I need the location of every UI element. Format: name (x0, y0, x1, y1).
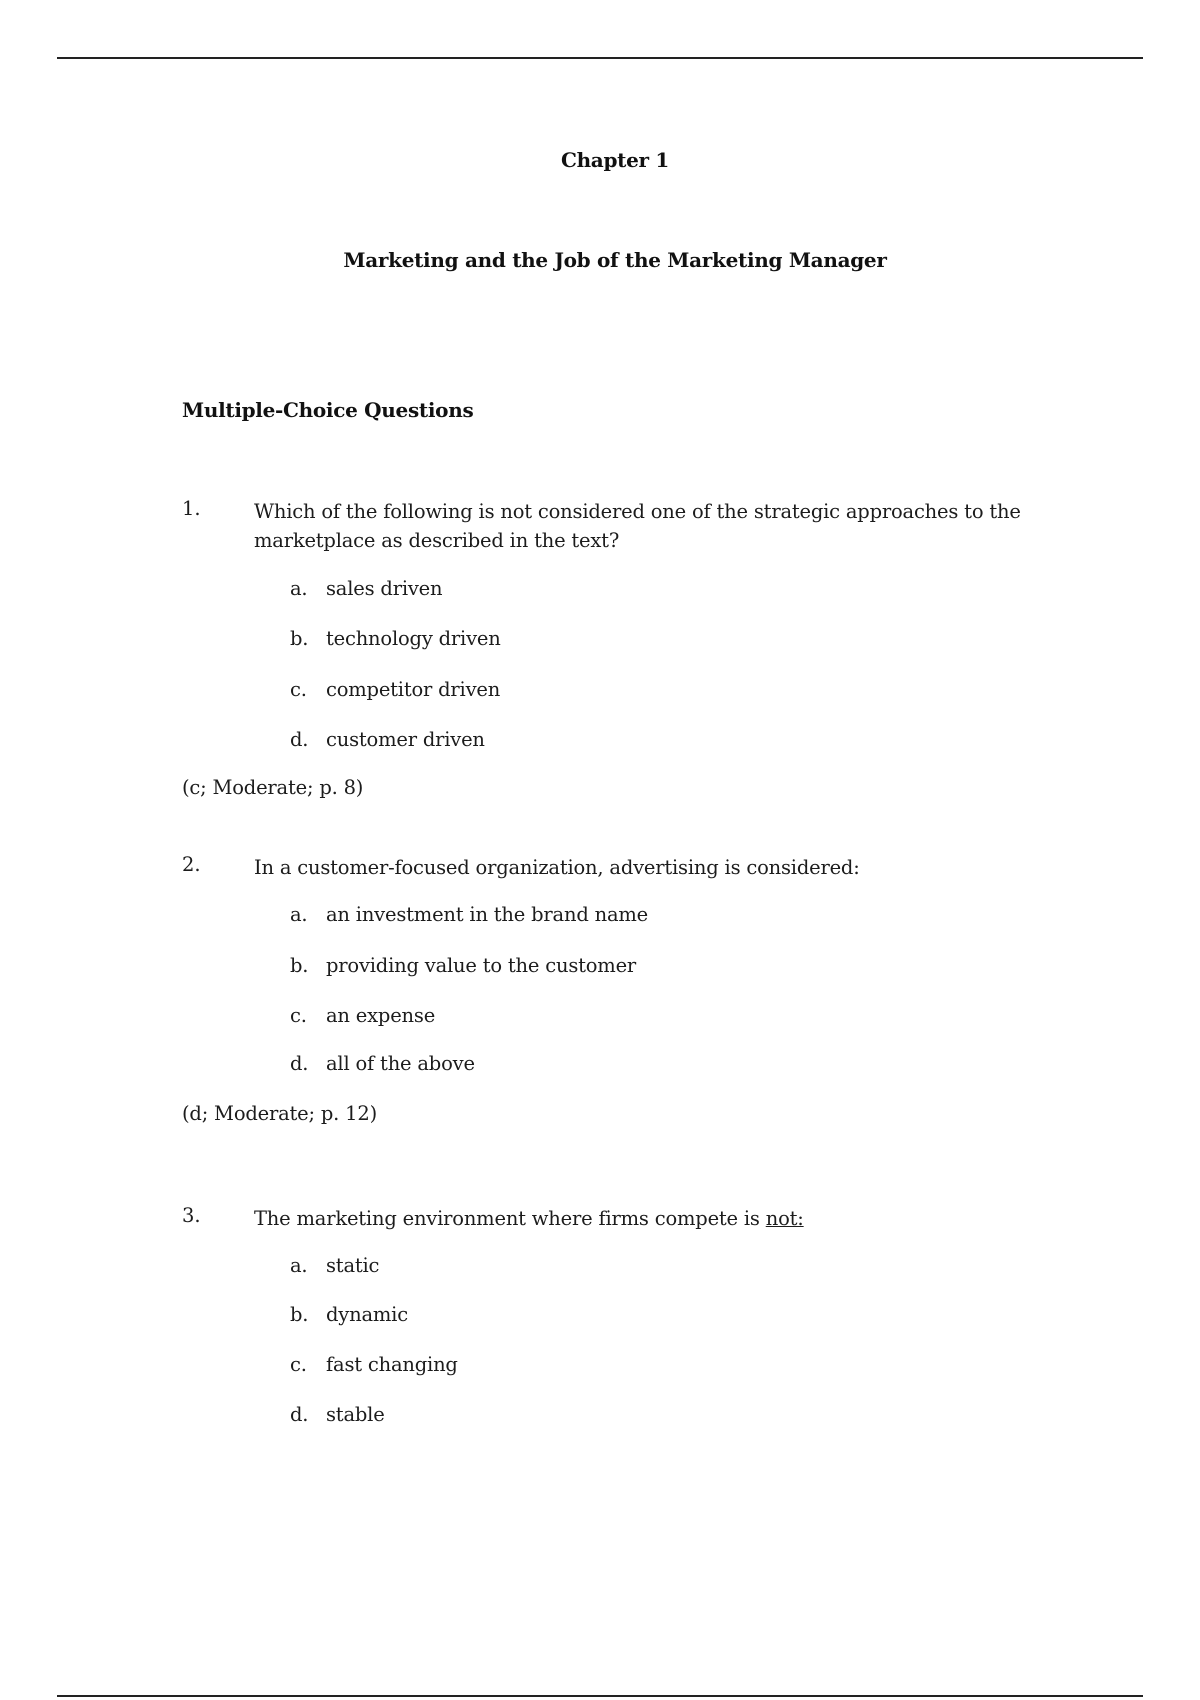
question-text: Which of the following is not considered one of the strategic approaches to the marketplace as described in the text? (254, 500, 1021, 552)
question-text (254, 1204, 1054, 1233)
option-a (290, 903, 648, 926)
top-rule (57, 57, 1143, 59)
option-text: dynamic (326, 1303, 408, 1326)
chapter-title: Marketing and the Job of the Marketing Manager (343, 248, 887, 272)
answer-key: (c; Moderate; p. 8) (182, 776, 364, 799)
option-b (290, 954, 636, 977)
option-d (290, 728, 485, 751)
option-b (290, 627, 501, 650)
option-letter: a. (290, 577, 308, 600)
option-text: providing value to the customer (326, 954, 637, 977)
question-number: 1. (182, 497, 201, 520)
option-letter: d. (290, 728, 309, 751)
option-letter: b. (290, 627, 309, 650)
option-text: an investment in the brand name (326, 903, 649, 926)
option-text: customer driven (326, 728, 485, 751)
option-d (290, 1403, 385, 1426)
option-b (290, 1303, 408, 1326)
bottom-rule (57, 1695, 1143, 1697)
chapter-heading: Chapter 1 (560, 148, 670, 172)
option-a (290, 1254, 379, 1277)
option-letter: c. (290, 678, 307, 701)
option-c (290, 1004, 435, 1027)
option-letter: a. (290, 1254, 308, 1277)
option-letter: b. (290, 1303, 309, 1326)
option-text: static (326, 1254, 380, 1277)
section-heading: Multiple-Choice Questions (182, 398, 474, 422)
option-text: technology driven (326, 627, 501, 650)
option-c (290, 1353, 458, 1376)
option-d (290, 1052, 475, 1075)
option-text: fast changing (326, 1353, 458, 1376)
option-letter: d. (290, 1403, 309, 1426)
option-letter: a. (290, 903, 308, 926)
question-text-main: The marketing environment where firms compete is (254, 1207, 760, 1230)
answer-key: (d; Moderate; p. 12) (182, 1102, 377, 1125)
question-text: In a customer-focused organization, advertising is considered: (254, 856, 860, 879)
option-text: competitor driven (326, 678, 501, 701)
option-letter: b. (290, 954, 309, 977)
option-letter: c. (290, 1004, 307, 1027)
option-text: an expense (326, 1004, 436, 1027)
option-text: all of the above (326, 1052, 475, 1075)
option-c (290, 678, 500, 701)
option-text: stable (326, 1403, 385, 1426)
option-letter: c. (290, 1353, 307, 1376)
question-number: 3. (182, 1204, 201, 1227)
question-number: 2. (182, 853, 201, 876)
option-text: sales driven (326, 577, 443, 600)
question-text-emphasis: not: (765, 1207, 804, 1230)
option-letter: d. (290, 1052, 309, 1075)
option-a (290, 577, 442, 600)
